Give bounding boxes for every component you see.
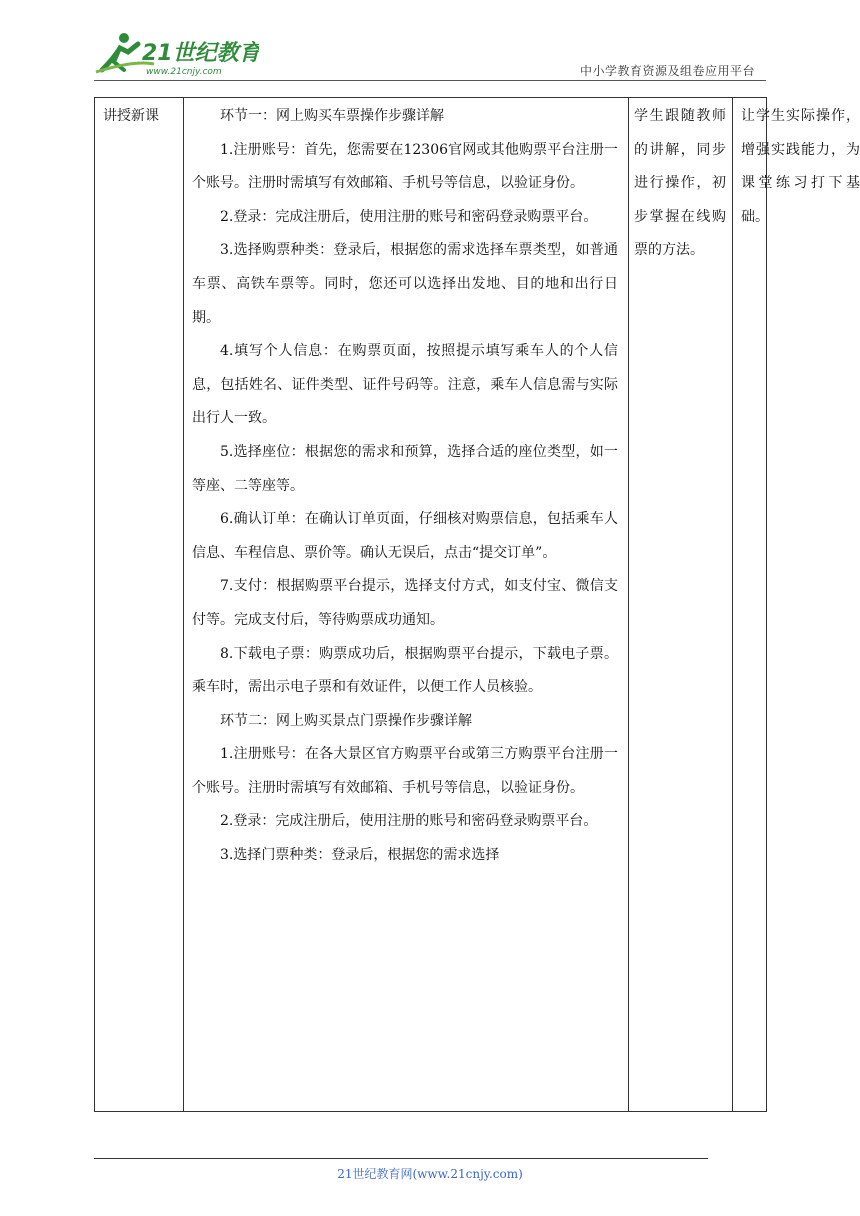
logo [94,30,259,78]
paragraph: 环节一：网上购买车票操作步骤详解 [220,108,444,124]
paragraph: 6.确认订单：在确认订单页面，仔细核对购票信息，包括乘车人信息、车程信息、票价等。确认无误后，点击“提交订单”。 [192,511,618,561]
paragraph: 2.登录：完成注册后，使用注册的账号和密码登录购票平台。 [220,208,598,225]
student-activity-text: 学生跟随教师的讲解，同步进行操作，初步掌握在线购票的方法。 [634,108,726,259]
header-divider [94,80,766,81]
teacher-activity-column [184,98,629,1111]
paragraph: 3.选择购票种类：登录后，根据您的需求选择车票类型，如普通车票、高铁车票等。同时，您还可以选择出发地、目的地和出行日期。 [192,242,618,326]
paragraph: 2.登录：完成注册后，使用注册的账号和密码登录购票平台。 [220,813,598,830]
footer-text: 21世纪教育网(www.21cnjy.com) [337,1167,523,1181]
paragraph: 4.填写个人信息：在购票页面，按照提示填写乘车人的个人信息，包括姓名、证件类型、证件号码等。注意，乘车人信息需与实际出行人一致。 [192,343,618,427]
paragraph: 3.选择门票种类：登录后，根据您的需求选择 [220,847,500,864]
paragraph: 1.注册账号：在各大景区官方购票平台或第三方购票平台注册一个账号。注册时需填写有效邮箱、手机号等信息，以验证身份。 [192,746,618,796]
design-intent-text: 让学生实际操作，增强实践能力，为课堂练习打下基础。 [741,108,860,225]
paragraph: 7.支付：根据购票平台提示，选择支付方式，如支付宝、微信支付等。完成支付后，等待购票成功通知。 [192,578,618,628]
paragraph: 8.下载电子票：购票成功后，根据购票平台提示，下载电子票。乘车时，需出示电子票和有效证件，以便工作人员核验。 [192,645,618,696]
stage-label: 讲授新课 [103,108,159,124]
footer-divider [94,1158,708,1159]
lesson-plan-table [94,97,860,1112]
design-intent-column [733,98,860,1111]
stage-column [95,98,184,1111]
logo-url: www.21cnjy.com [146,67,222,77]
paragraph: 1.注册账号：首先，您需要在12306官网或其他购票平台注册一个账号。注册时需填写有效邮箱、手机号等信息，以验证身份。 [192,141,618,192]
logo-text: 21世纪教育 [142,41,259,66]
student-activity-column [629,98,733,1111]
teacher-activity-text [184,98,628,873]
runner-logo-icon [94,30,259,78]
paragraph: 环节二：网上购买景点门票操作步骤详解 [220,712,472,729]
site-tagline: 中小学教育资源及组卷应用平台 [579,64,755,78]
paragraph: 5.选择座位：根据您的需求和预算，选择合适的座位类型，如一等座、二等座等。 [192,443,618,494]
